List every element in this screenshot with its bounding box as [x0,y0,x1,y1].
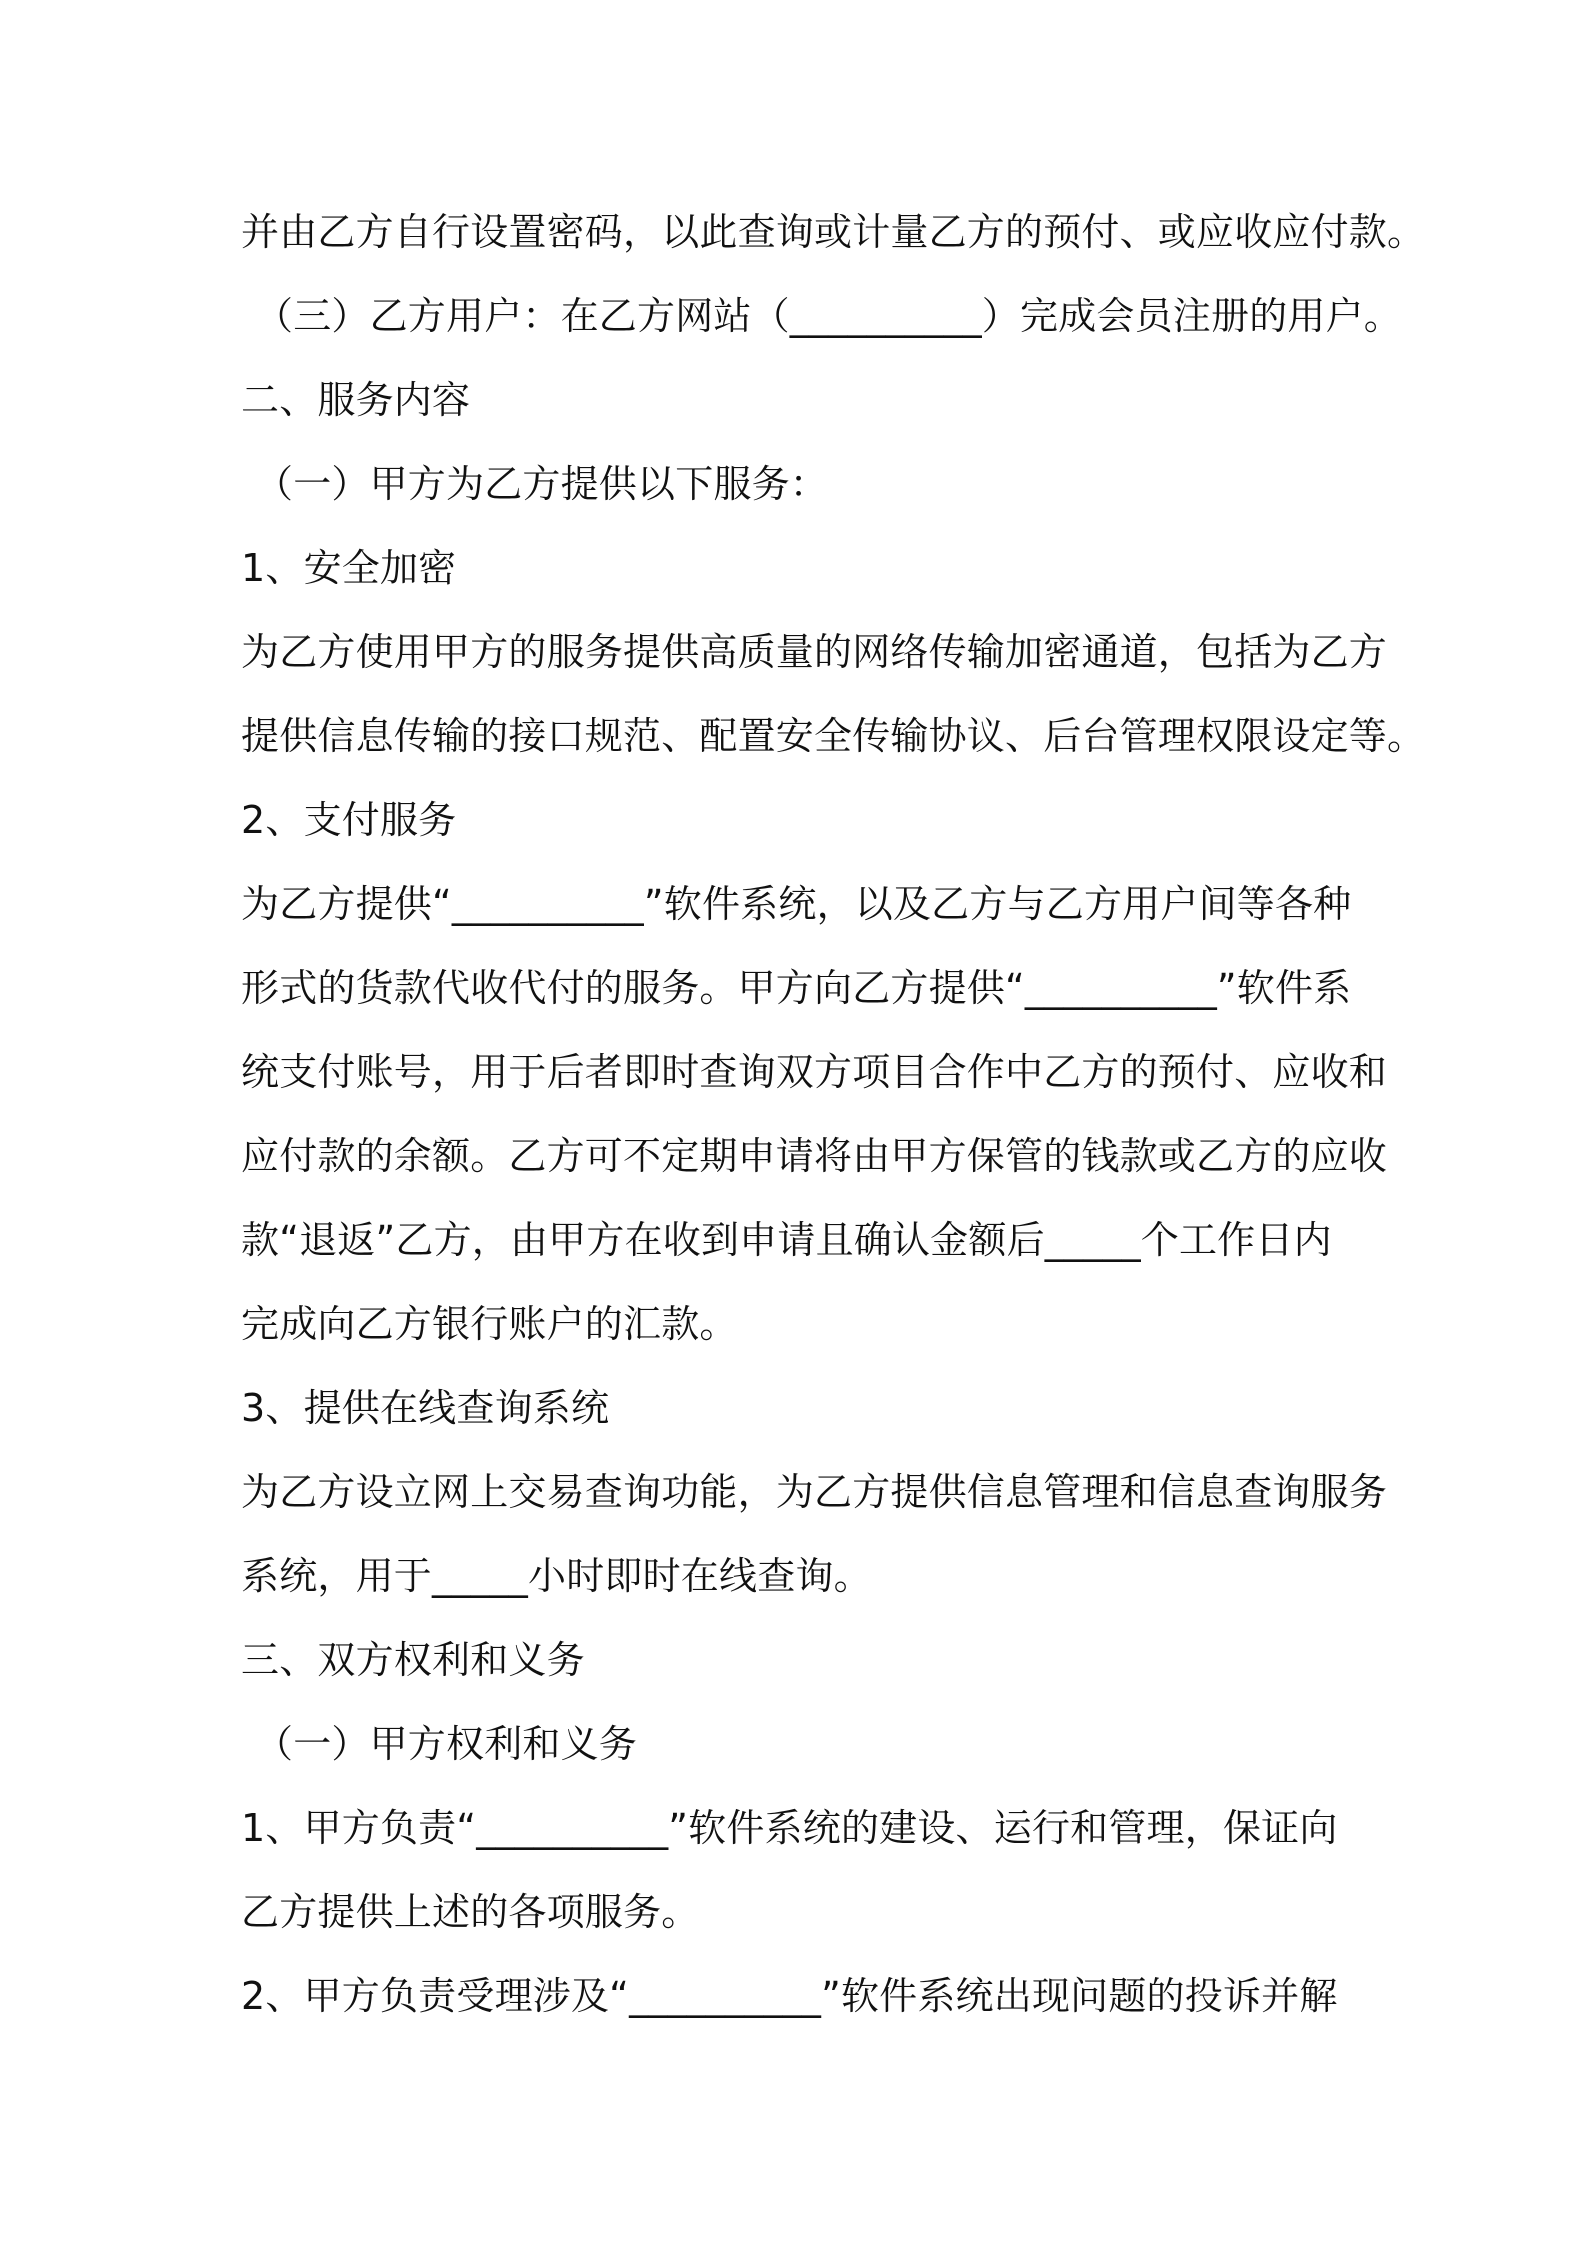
paragraph-line: 统支付账号，用于后者即时查询双方项目合作中乙方的预付、应收和 [241,1050,1388,1094]
subsection-heading: （一）甲方为乙方提供以下服务： [255,462,829,506]
paragraph-line: 提供信息传输的接口规范、配置安全传输协议、后台管理权限设定等。 [241,714,1426,758]
paragraph-line: 为乙方使用甲方的服务提供高质量的网络传输加密通道，包括为乙方 [241,630,1388,674]
item-heading-security-encryption: 1、安全加密 [241,546,457,590]
document-body [241,190,1426,2038]
section-heading-rights-obligations: 三、双方权利和义务 [241,1638,585,1682]
paragraph-line: 乙方提供上述的各项服务。 [241,1890,700,1934]
paragraph-line: 2、甲方负责受理涉及“__________”软件系统出现问题的投诉并解 [241,1974,1338,2018]
paragraph-line: 形式的货款代收代付的服务。甲方向乙方提供“__________”软件系 [241,966,1352,1010]
paragraph-line: 应付款的余额。乙方可不定期申请将由甲方保管的钱款或乙方的应收 [241,1134,1388,1178]
subsection-heading: （一）甲方权利和义务 [255,1722,638,1766]
paragraph-line: 为乙方设立网上交易查询功能，为乙方提供信息管理和信息查询服务 [241,1470,1388,1514]
paragraph-line: 为乙方提供“__________”软件系统，以及乙方与乙方用户间等各种 [241,882,1352,926]
section-heading-service-content: 二、服务内容 [241,378,471,422]
item-heading-payment-service: 2、支付服务 [241,798,457,842]
paragraph-line: 款“退返”乙方，由甲方在收到申请且确认金额后_____个工作日内 [241,1218,1332,1262]
paragraph-line: 并由乙方自行设置密码，以此查询或计量乙方的预付、或应收应付款。 [241,210,1426,254]
paragraph-line: 系统，用于_____小时即时在线查询。 [241,1554,872,1598]
paragraph-line: 完成向乙方银行账户的汇款。 [241,1302,738,1346]
item-heading-online-query: 3、提供在线查询系统 [241,1386,610,1430]
definition-item-3: （三）乙方用户：在乙方网站（__________）完成会员注册的用户。 [255,294,1403,338]
paragraph-line: 1、甲方负责“__________”软件系统的建设、运行和管理，保证向 [241,1806,1338,1850]
